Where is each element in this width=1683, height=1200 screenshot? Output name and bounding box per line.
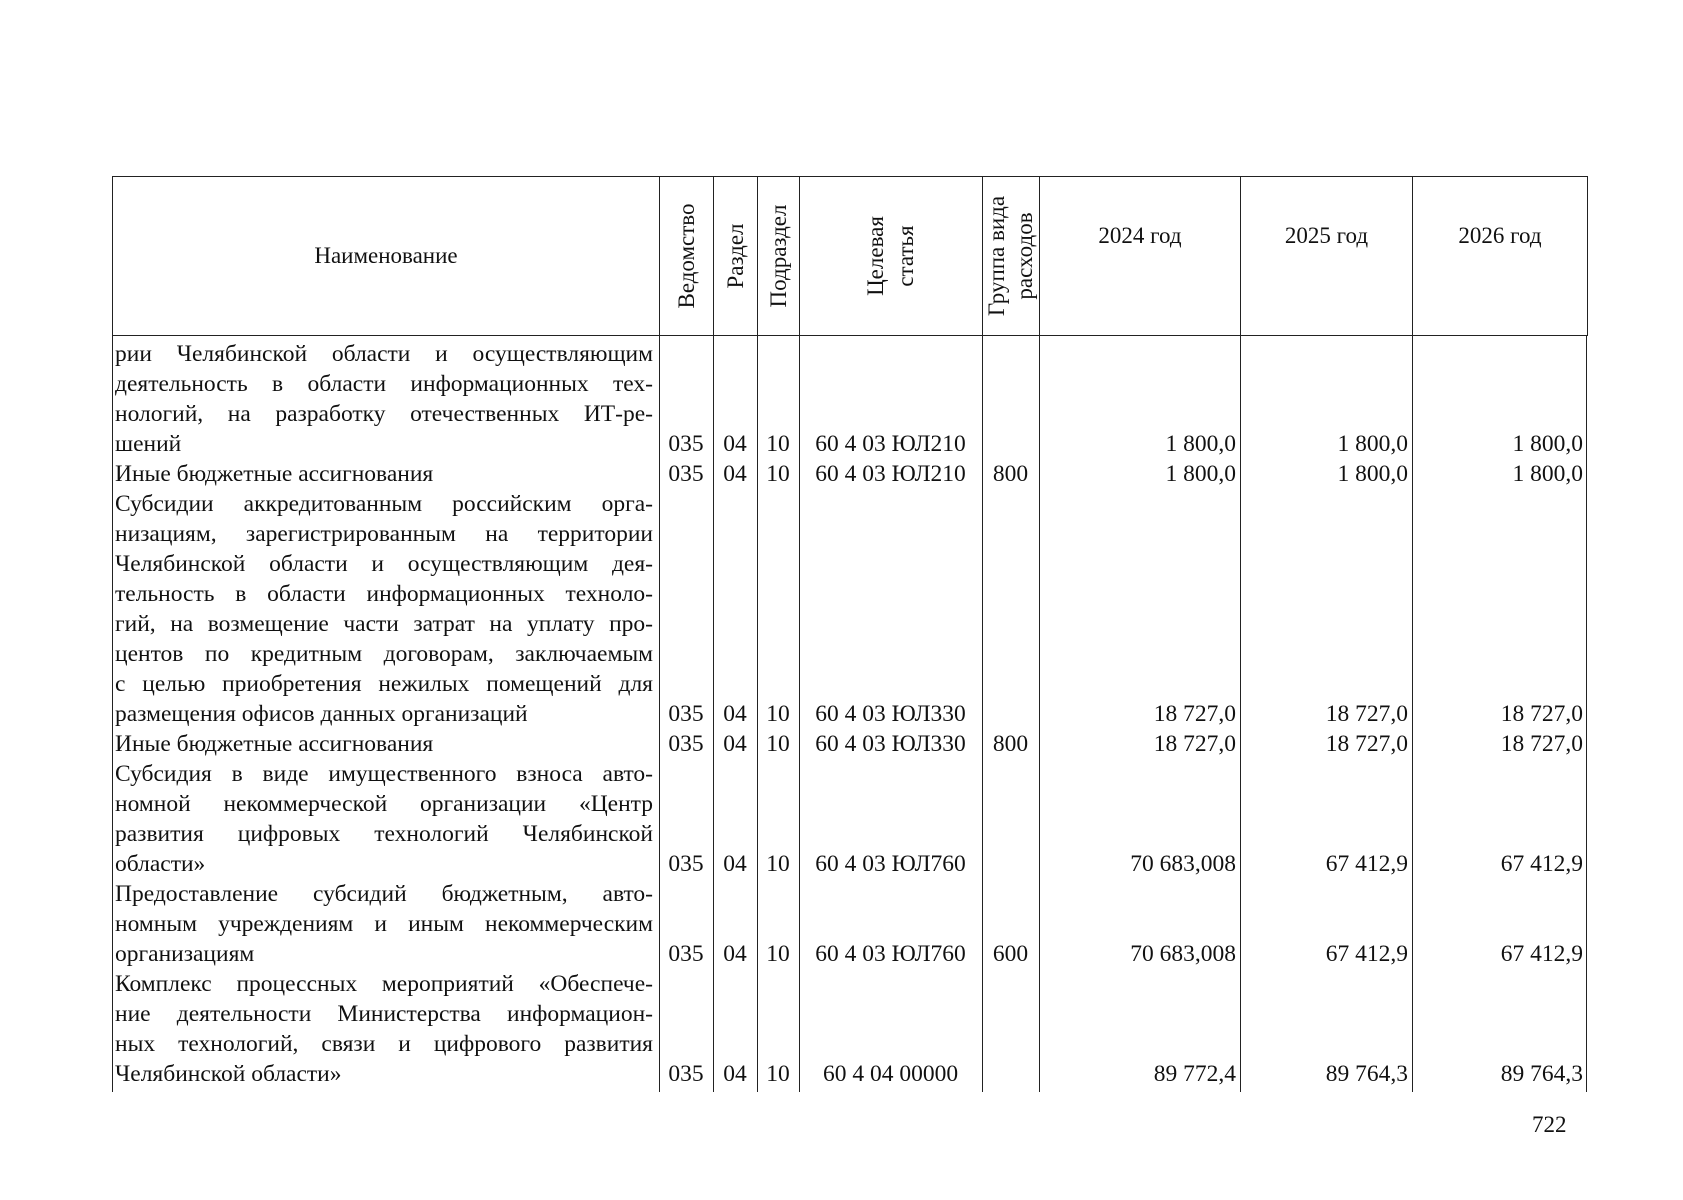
cell-razdel: 04 (723, 851, 747, 877)
cell-name (115, 339, 653, 459)
header-celevaya-statya-label (861, 216, 921, 296)
header-celevaya-line2: статья (893, 225, 918, 287)
header-vedomstvo (659, 176, 713, 336)
cell-celevaya-statya: 60 4 03 ЮЛ330 (815, 701, 966, 727)
header-celevaya-line1: Целевая (863, 216, 888, 296)
cell-podrazdel: 10 (766, 731, 790, 757)
cell-vedomstvo: 035 (668, 731, 704, 757)
cell-2024: 1 800,0 (1165, 431, 1236, 457)
header-podrazdel-label: Подраздел (765, 204, 791, 308)
cell-name-line: размещения офисов данных организаций (115, 701, 528, 727)
cell-2024: 1 800,0 (1165, 461, 1236, 487)
header-gruppa-label (983, 196, 1039, 316)
cell-name-line: шений (115, 431, 182, 457)
cell-podrazdel: 10 (766, 1061, 790, 1087)
cell-celevaya-statya: 60 4 03 ЮЛ760 (815, 851, 966, 877)
cell-2025: 1 800,0 (1337, 461, 1408, 487)
header-razdel (713, 176, 757, 336)
cell-podrazdel: 10 (766, 941, 790, 967)
header-gruppa-line2: расходов (1012, 212, 1037, 300)
cell-name-line: номным учреждениям и иным некоммерческим (115, 911, 653, 937)
cell-2024: 18 727,0 (1153, 701, 1236, 727)
header-2026-label: 2026 год (1458, 223, 1542, 248)
cell-vedomstvo: 035 (668, 701, 704, 727)
cell-name-line: развития цифровых технологий Челябинской (115, 821, 653, 847)
header-2024-label: 2024 год (1098, 223, 1182, 248)
cell-name-line: организациям (115, 941, 255, 967)
header-2025-label: 2025 год (1284, 223, 1369, 248)
cell-gruppa: 800 (992, 731, 1029, 757)
cell-name-line: с целью приобретения нежилых помещений для (115, 671, 653, 697)
cell-2026: 67 412,9 (1500, 851, 1583, 877)
cell-name-line: низациям, зарегистрированным на территории (115, 521, 653, 547)
table-row (112, 759, 1588, 879)
cell-2024: 70 683,008 (1130, 851, 1236, 877)
cell-2026: 18 727,0 (1500, 701, 1583, 727)
cell-celevaya-statya: 60 4 03 ЮЛ330 (815, 731, 966, 757)
budget-table (112, 176, 1588, 1092)
cell-2026: 1 800,0 (1512, 431, 1583, 457)
cell-razdel: 04 (723, 941, 747, 967)
page-number: 722 (1532, 1112, 1567, 1137)
header-gruppa (982, 176, 1039, 336)
cell-2024: 18 727,0 (1153, 731, 1236, 757)
cell-celevaya-statya: 60 4 03 ЮЛ210 (815, 461, 966, 487)
cell-name-line: тельность в области информационных техноло- (115, 581, 653, 607)
header-2025 (1240, 176, 1412, 336)
cell-name-line: рии Челябинской области и осуществляющим (115, 341, 653, 367)
cell-2026: 18 727,0 (1500, 731, 1583, 757)
cell-2026: 67 412,9 (1500, 941, 1583, 967)
cell-celevaya-statya: 60 4 04 00000 (822, 1061, 959, 1087)
cell-name-line: Комплекс процессных мероприятий «Обеспече- (115, 971, 653, 997)
cell-vedomstvo: 035 (668, 431, 704, 457)
table-row (112, 879, 1588, 969)
cell-celevaya-statya: 60 4 03 ЮЛ760 (815, 941, 966, 967)
cell-2025: 67 412,9 (1325, 941, 1408, 967)
table-row (112, 459, 1588, 489)
header-name (112, 176, 659, 336)
cell-razdel: 04 (723, 731, 747, 757)
cell-name-line: ние деятельности Министерства информацион- (115, 1001, 653, 1027)
cell-name-line: области» (115, 851, 206, 877)
cell-name (115, 879, 653, 969)
cell-podrazdel: 10 (766, 431, 790, 457)
cell-2024: 70 683,008 (1130, 941, 1236, 967)
cell-celevaya-statya: 60 4 03 ЮЛ210 (815, 431, 966, 457)
cell-podrazdel: 10 (766, 461, 790, 487)
cell-razdel: 04 (723, 701, 747, 727)
header-podrazdel (757, 176, 799, 336)
cell-2026: 1 800,0 (1512, 461, 1583, 487)
cell-2025: 67 412,9 (1325, 851, 1408, 877)
cell-name (115, 489, 653, 729)
cell-razdel: 04 (723, 431, 747, 457)
cell-name-line: Челябинской области и осуществляющим дея- (115, 551, 653, 577)
cell-name-line: Иные бюджетные ассигнования (115, 461, 434, 487)
table-row (112, 729, 1588, 759)
cell-podrazdel: 10 (766, 701, 790, 727)
header-2026 (1412, 176, 1588, 336)
cell-gruppa: 600 (992, 941, 1029, 967)
cell-name (115, 969, 653, 1089)
cell-2025: 18 727,0 (1325, 731, 1408, 757)
cell-name (115, 459, 653, 489)
cell-2026: 89 764,3 (1500, 1061, 1583, 1087)
cell-name-line: Субсидия в виде имущественного взноса авто- (115, 761, 653, 787)
cell-2024: 89 772,4 (1153, 1061, 1236, 1087)
cell-podrazdel: 10 (766, 851, 790, 877)
cell-vedomstvo: 035 (668, 851, 704, 877)
cell-name-line: центов по кредитным договорам, заключаемым (115, 641, 653, 667)
cell-name-line: Предоставление субсидий бюджетным, авто- (115, 881, 653, 907)
table-row (112, 339, 1588, 459)
table-row (112, 969, 1588, 1089)
cell-name (115, 759, 653, 879)
header-razdel-label: Раздел (722, 223, 748, 289)
cell-razdel: 04 (723, 461, 747, 487)
cell-2025: 18 727,0 (1325, 701, 1408, 727)
cell-name-line: ных технологий, связи и цифрового развития (115, 1031, 653, 1057)
cell-vedomstvo: 035 (668, 461, 704, 487)
cell-gruppa: 800 (992, 461, 1029, 487)
cell-vedomstvo: 035 (668, 941, 704, 967)
cell-name-line: нологий, на разработку отечественных ИТ-ре- (115, 401, 653, 427)
header-vedomstvo-label: Ведомство (673, 203, 699, 309)
cell-name-line: номной некоммерческой организации «Центр (115, 791, 653, 817)
cell-2025: 89 764,3 (1325, 1061, 1408, 1087)
cell-name-line: Субсидии аккредитованным российским орга- (115, 491, 653, 517)
header-gruppa-line1: Группа вида (984, 195, 1009, 317)
header-2024 (1039, 176, 1240, 336)
cell-name-line: гий, на возмещение части затрат на уплату про- (115, 611, 653, 637)
header-name-label: Наименование (314, 243, 458, 268)
cell-razdel: 04 (723, 1061, 747, 1087)
table-row (112, 489, 1588, 729)
cell-name (115, 729, 653, 759)
header-celevaya-statya (799, 176, 982, 336)
cell-name-line: деятельность в области информационных тех- (115, 371, 653, 397)
cell-2025: 1 800,0 (1337, 431, 1408, 457)
cell-name-line: Челябинской области» (115, 1061, 342, 1087)
cell-name-line: Иные бюджетные ассигнования (115, 731, 434, 757)
cell-vedomstvo: 035 (668, 1061, 704, 1087)
